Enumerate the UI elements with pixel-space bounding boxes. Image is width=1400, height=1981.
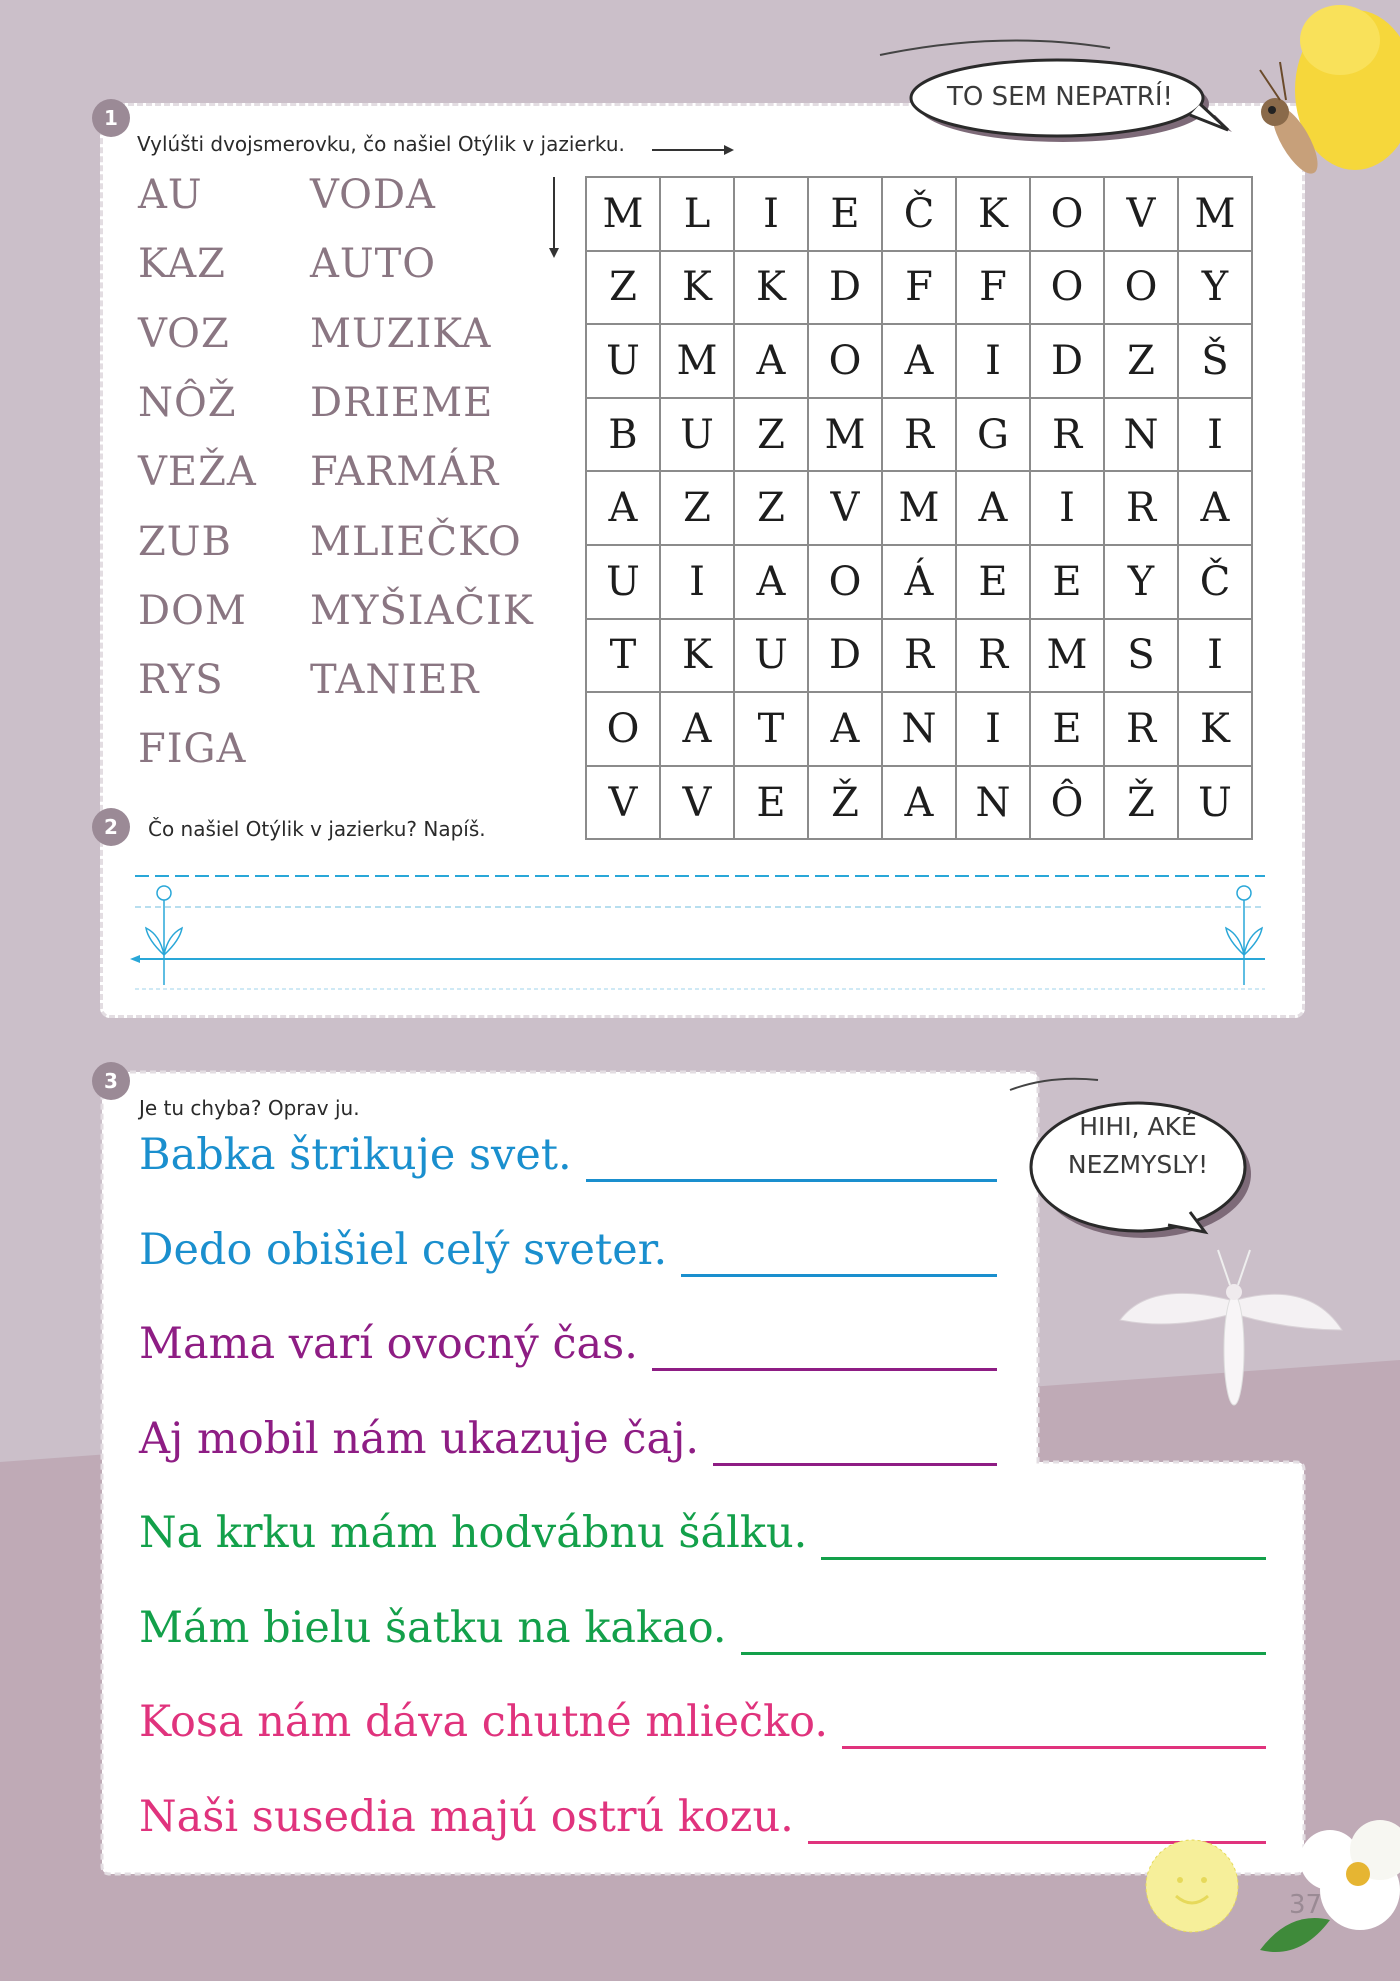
grid-cell[interactable]: T <box>587 620 661 694</box>
grid-cell[interactable]: M <box>883 472 957 546</box>
grid-cell[interactable]: Š <box>1179 325 1253 399</box>
grid-cell[interactable]: S <box>1105 620 1179 694</box>
answer-line[interactable] <box>652 1368 997 1371</box>
grid-cell[interactable]: N <box>1105 399 1179 473</box>
grid-cell[interactable]: F <box>957 252 1031 326</box>
grid-cell[interactable]: M <box>1179 178 1253 252</box>
grid-cell[interactable]: D <box>809 252 883 326</box>
grid-cell[interactable]: M <box>809 399 883 473</box>
word-list-item: VODA <box>310 172 436 218</box>
grid-cell[interactable]: K <box>661 252 735 326</box>
grid-cell[interactable]: O <box>1031 178 1105 252</box>
grid-cell[interactable]: Y <box>1105 546 1179 620</box>
grid-cell[interactable]: A <box>883 767 957 841</box>
grid-cell[interactable]: R <box>883 620 957 694</box>
grid-cell[interactable]: B <box>587 399 661 473</box>
grid-cell[interactable]: I <box>735 178 809 252</box>
word-list-item: MYŠIAČIK <box>310 587 534 634</box>
grid-cell[interactable]: Á <box>883 546 957 620</box>
grid-cell[interactable]: V <box>1105 178 1179 252</box>
grid-cell[interactable]: A <box>661 693 735 767</box>
grid-cell[interactable]: R <box>883 399 957 473</box>
sentence-text: Babka štrikuje svet. <box>139 1130 572 1180</box>
grid-cell[interactable]: E <box>809 178 883 252</box>
word-list-item: FARMÁR <box>310 449 500 496</box>
grid-cell[interactable]: O <box>1105 252 1179 326</box>
word-list-item: NÔŽ <box>138 379 237 426</box>
exercise-1-instruction: Vylúšti dvojsmerovku, čo našiel Otýlik v jazierku. <box>137 132 625 156</box>
grid-cell[interactable]: U <box>587 325 661 399</box>
exercise-3-instruction: Je tu chyba? Oprav ju. <box>139 1096 360 1120</box>
grid-cell[interactable]: Ž <box>809 767 883 841</box>
sentence-text: Mama varí ovocný čas. <box>139 1319 638 1369</box>
grid-cell[interactable]: Y <box>1179 252 1253 326</box>
grid-cell[interactable]: K <box>735 252 809 326</box>
speech-bubble-2-line-1: HIHI, AKÉ <box>1079 1112 1197 1141</box>
grid-cell[interactable]: Č <box>883 178 957 252</box>
grid-cell[interactable]: A <box>809 693 883 767</box>
grid-cell[interactable]: V <box>587 767 661 841</box>
grid-cell[interactable]: R <box>1105 472 1179 546</box>
grid-cell[interactable]: E <box>735 767 809 841</box>
answer-line[interactable] <box>842 1746 1266 1749</box>
grid-cell[interactable]: D <box>809 620 883 694</box>
word-list-item: KAZ <box>138 241 226 288</box>
word-list-item: DRIEME <box>310 379 494 426</box>
sentence-text: Kosa nám dáva chutné mliečko. <box>139 1697 828 1747</box>
sentence-text: Naši susedia majú ostrú kozu. <box>139 1791 794 1842</box>
exercise-3-number-badge: 3 <box>92 1062 130 1100</box>
grid-cell[interactable]: U <box>735 620 809 694</box>
word-list-item: ZUB <box>138 518 232 565</box>
word-list-item: AUTO <box>310 241 437 288</box>
word-list-item: AU <box>138 172 203 218</box>
grid-cell[interactable]: U <box>661 399 735 473</box>
grid-cell[interactable]: O <box>809 325 883 399</box>
grid-cell[interactable]: A <box>957 472 1031 546</box>
word-list-item: DOM <box>138 587 247 634</box>
grid-cell[interactable]: A <box>587 472 661 546</box>
grid-cell[interactable]: M <box>1031 620 1105 694</box>
grid-cell[interactable]: O <box>809 546 883 620</box>
grid-cell[interactable]: V <box>809 472 883 546</box>
grid-cell[interactable]: Ô <box>1031 767 1105 841</box>
grid-cell[interactable]: I <box>957 325 1031 399</box>
flower-illustration <box>1250 1790 1400 1981</box>
grid-cell[interactable]: O <box>1031 252 1105 326</box>
grid-cell[interactable]: K <box>661 620 735 694</box>
grid-cell[interactable]: A <box>1179 472 1253 546</box>
word-list-item: MUZIKA <box>310 310 492 357</box>
grid-cell[interactable]: N <box>957 767 1031 841</box>
grid-cell[interactable]: A <box>883 325 957 399</box>
speech-bubble-2-line-2: NEZMYSLY! <box>1067 1150 1209 1179</box>
grid-cell[interactable]: E <box>1031 546 1105 620</box>
sentence-text: Aj mobil nám ukazuje čaj. <box>139 1413 700 1464</box>
exercise-2-instruction: Čo našiel Otýlik v jazierku? Napíš. <box>148 817 486 841</box>
page-number: 37 <box>1289 1890 1323 1920</box>
grid-cell[interactable]: R <box>957 620 1031 694</box>
grid-cell[interactable]: R <box>1031 399 1105 473</box>
word-list-item: MLIEČKO <box>310 518 522 565</box>
grid-cell[interactable]: Z <box>661 472 735 546</box>
grid-cell[interactable]: I <box>1179 620 1253 694</box>
grid-cell[interactable]: L <box>661 178 735 252</box>
answer-line[interactable] <box>821 1557 1266 1560</box>
grid-cell[interactable]: I <box>957 693 1031 767</box>
grid-cell[interactable]: Ž <box>1105 767 1179 841</box>
moth-illustration <box>1110 1240 1350 1440</box>
grid-cell[interactable]: N <box>883 693 957 767</box>
grid-cell[interactable]: Z <box>587 252 661 326</box>
answer-line[interactable] <box>741 1652 1266 1655</box>
grid-cell[interactable]: O <box>587 693 661 767</box>
grid-cell[interactable]: Z <box>735 399 809 473</box>
word-list-item: FIGA <box>138 726 247 773</box>
grid-cell[interactable]: D <box>1031 325 1105 399</box>
grid-cell[interactable]: I <box>1179 399 1253 473</box>
grid-cell[interactable]: M <box>661 325 735 399</box>
grid-cell[interactable]: Z <box>1105 325 1179 399</box>
sun-stamp-icon <box>1142 1836 1242 1936</box>
grid-cell[interactable]: Z <box>735 472 809 546</box>
grid-cell[interactable]: E <box>1031 693 1105 767</box>
grid-cell[interactable]: G <box>957 399 1031 473</box>
grid-cell[interactable]: Č <box>1179 546 1253 620</box>
grid-cell[interactable]: V <box>661 767 735 841</box>
grid-cell[interactable]: K <box>1179 693 1253 767</box>
exercise-2-number-badge: 2 <box>92 808 130 846</box>
answer-line[interactable] <box>713 1463 997 1466</box>
grid-cell[interactable]: I <box>661 546 735 620</box>
grid-cell[interactable]: K <box>957 178 1031 252</box>
grid-cell[interactable]: A <box>735 325 809 399</box>
grid-cell[interactable]: T <box>735 693 809 767</box>
sentence-text: Dedo obišiel celý sveter. <box>139 1224 668 1275</box>
grid-cell[interactable]: U <box>587 546 661 620</box>
grid-cell[interactable]: M <box>587 178 661 252</box>
word-list-item: RYS <box>138 657 224 704</box>
speech-bubble-1-text: TO SEM NEPATRÍ! <box>947 82 1173 112</box>
sentence-text: Mám bielu šatku na kakao. <box>139 1602 727 1653</box>
word-list-item: VEŽA <box>138 449 257 496</box>
grid-cell[interactable]: I <box>1031 472 1105 546</box>
grid-cell[interactable]: E <box>957 546 1031 620</box>
word-list-item: VOZ <box>138 310 230 357</box>
grid-cell[interactable]: F <box>883 252 957 326</box>
grid-cell[interactable]: A <box>735 546 809 620</box>
exercise-1-number-badge: 1 <box>92 99 130 137</box>
sentence-text: Na krku mám hodvábnu šálku. <box>139 1508 808 1558</box>
grid-cell[interactable]: R <box>1105 693 1179 767</box>
word-list-item: TANIER <box>310 657 480 704</box>
grid-cell[interactable]: U <box>1179 767 1253 841</box>
